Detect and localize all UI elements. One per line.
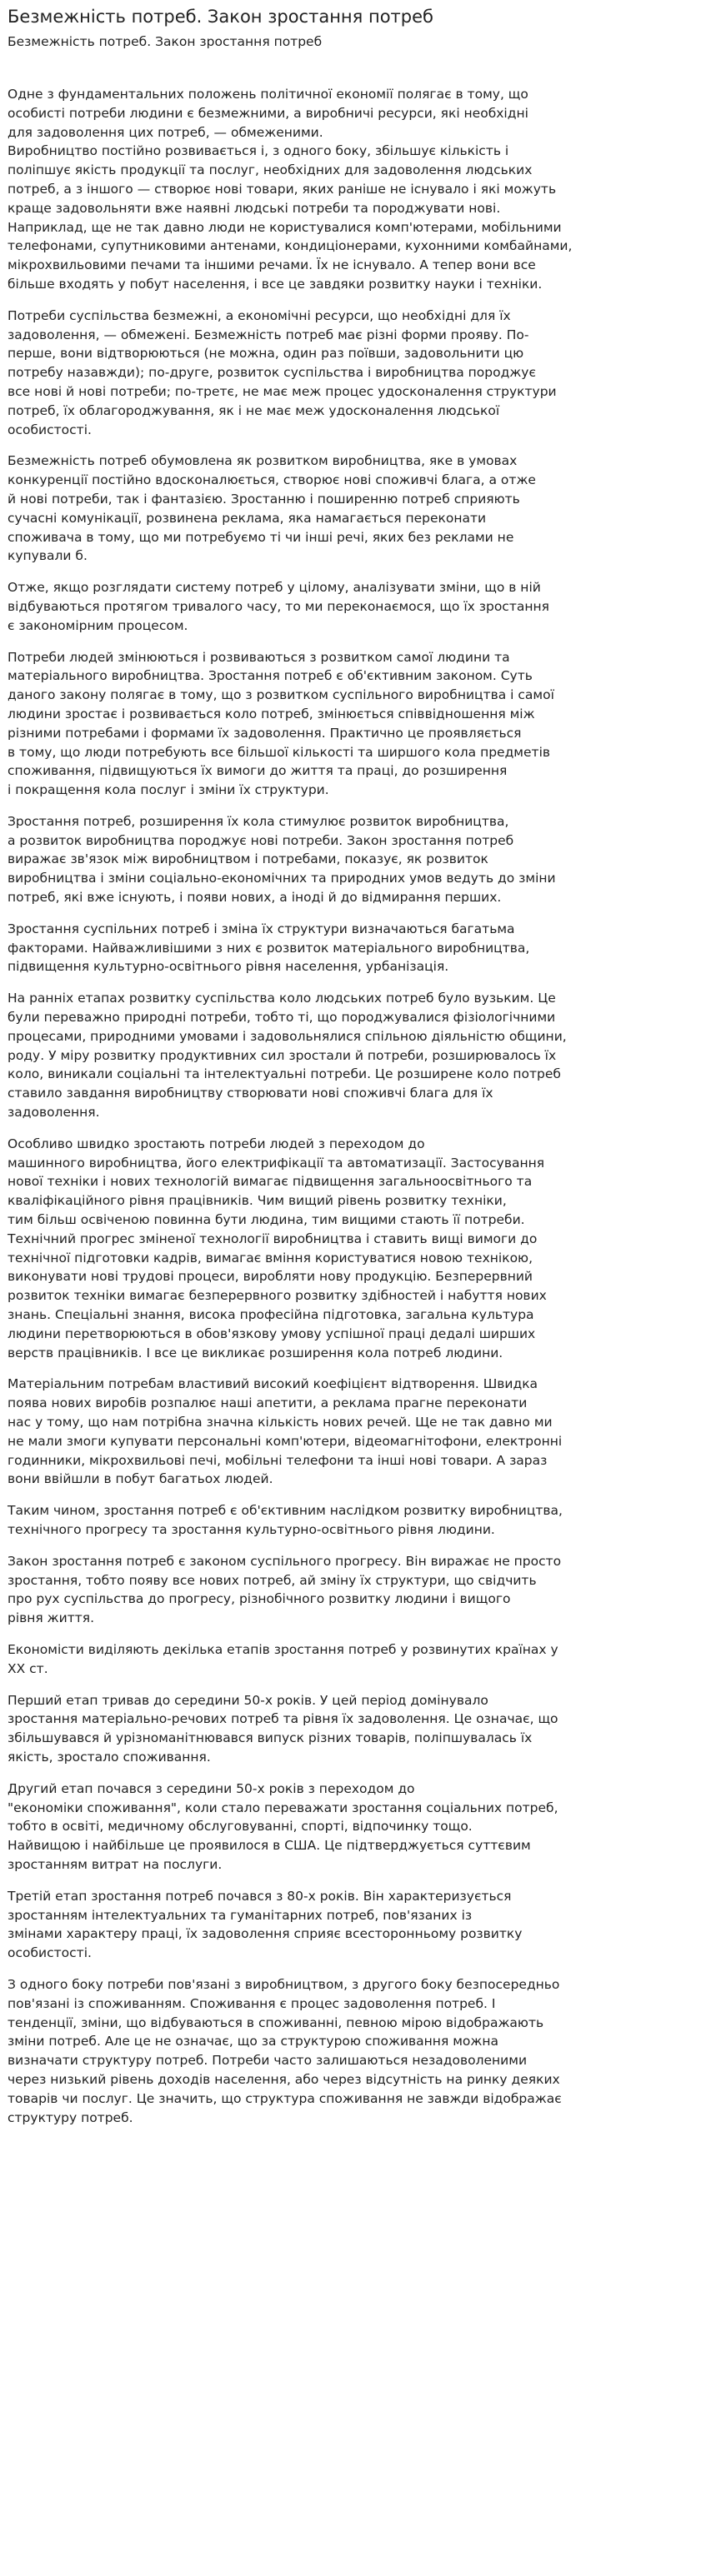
paragraph-13: Економісти виділяють декілька етапів зростання потреб у розвинутих країнах у XX ст. <box>8 1641 558 1676</box>
paragraph-1: Одне з фундаментальних положень політичної економії полягає в тому, що особисті потреби людини є безмежними, а виробничі ресурси, які необхідні для задоволення цих потреб, — обмеженими. Виробництво постійно розвивається і, з одного боку, збільшує кількість і поліпшує якість продукції та послуг, необхідних для задоволення людських потреб, а з іншого — створює нові товари, яких раніше не існувало і які можуть краще задовольняти вже наявні людські потреби та породжувати нові. Наприклад, ще не так давно люди не користувалися комп'ютерами, мобільними телефонами, супутниковими антенами, кондиціонерами, кухонними комбайнами, мікрохвильовими печами та іншими речами. Їх не існувало. А тепер вони все більше входять у побут населення, і все це завдяки розвитку науки і техніки. <box>8 87 573 292</box>
paragraph-5: Потреби людей змінюються і розвиваються з розвитком самої людини та матеріального виробництва. Зростання потреб є об'єктивним законом. Суть даного закону полягає в тому, що з розвитком суспільного виробництва і самої людини зростає і розвивається коло потреб, змінюється співвідношення між різними потребами і формами їх задоволення. Практично це проявляється в тому, що люди потребують все більшої кількості та ширшого кола предметів споживання, підвищуються їх вимоги до життя та праці, до розширення і покращення кола послуг і зміни їх структури. <box>8 649 554 798</box>
paragraph-12: Закон зростання потреб є законом суспільного прогресу. Він виражає не просто зростання, тобто появу все нових потреб, ай зміну їх структури, що свідчить про рух суспільства до прогресу, різнобічного розвитку людини і вищого рівня життя. <box>8 1553 562 1626</box>
paragraph-8: На ранніх етапах розвитку суспільства коло людських потреб було вузьким. Це були переважно природні потреби, тобто ті, що породжувалися фізіологічними процесами, природними умовами і задовольнялися спільною діяльністю общини, роду. У міру розвитку продуктивних сил зростали й потреби, розширювалось їх коло, виникали соціальні та інтелектуальні потреби. Це розширене коло потреб ставило завдання виробництву створювати нові споживчі блага для їх задоволення. <box>8 991 567 1121</box>
paragraph-2: Потреби суспільства безмежні, а економічні ресурси, що необхідні для їх задоволення, — обмежені. Безмежність потреб має різні форми прояву. По- перше, вони відтворюються (не можна, один раз поївши, задовольнити цю потребу назавжди); по-друге, розвиток суспільства і виробництва породжує все нові й нові потреби; по-третє, не має меж процес удосконалення структури потреб, їх облагороджування, як і не має меж удосконалення людської особистості. <box>8 307 557 437</box>
page-title: Безмежність потреб. Закон зростання потреб <box>8 7 433 27</box>
paragraph-17: З одного боку потреби пов'язані з виробництвом, з другого боку безпосередньо пов'язані із споживанням. Споживання є процес задоволення потреб. І тенденції, зміни, що відбуваються в споживанні, певною мірою відображають зміни потреб. Але це не означає, що за структурою споживання можна визначати структуру потреб. Потреби часто залишаються незадоволеними через низький рівень доходів населення, або через відсутність на ринку деяких товарів чи послуг. Це значить, що структура споживання не завжди відображає структуру потреб. <box>8 1976 562 2125</box>
paragraph-9: Особливо швидко зростають потреби людей з переходом до машинного виробництва, його електрифікації та автоматизації. Застосування нової техніки і нових технологій вимагає підвищення загальноосвітнього та кваліфікаційного рівня працівників. Чим вищий рівень розвитку техніки, тим більш освіченою повинна бути людина, тим вищими стають її потреби. Технічний прогрес зміненої технології виробництва і ставить вищі вимоги до технічної підготовки кадрів, вимагає вміння користуватися новою технікою, виконувати нові трудові процеси, виробляти нову продукцію. Безперервний розвиток техніки вимагає безперервного розвитку здібностей і набуття нових знань. Спеціальні знання, висока професійна підготовка, загальна культура людини перетворюються в обов'язкову умову успішної праці дедалі ширших верств працівників. І все це викликає розширення кола потреб людини. <box>8 1136 547 1360</box>
paragraph-4: Отже, якщо розглядати систему потреб у цілому, аналізувати зміни, що в ній відбуваються протягом тривалого часу, то ми переконаємося, що їх зростання є закономірним процесом. <box>8 580 549 633</box>
paragraph-3: Безмежність потреб обумовлена як розвитком виробництва, яке в умовах конкуренції постійно вдосконалюється, створює нові споживчі блага, а отже й нові потреби, так і фантазією. Зростанню і поширенню потреб сприяють сучасні комунікації, розвинена реклама, яка намагається переконати споживача в тому, що ми потребуємо ті чи інші речі, яких без реклами не купували б. <box>8 453 536 564</box>
paragraph-16: Третій етап зростання потреб почався з 80-х років. Він характеризується зростанням інтелектуальних та гуманітарних потреб, пов'язаних із змінами характеру праці, їх задоволення сприяє всесторонньому розвитку особистості. <box>8 1888 523 1961</box>
paragraph-14: Перший етап тривав до середини 50-х років. У цей період домінувало зростання матеріально-речових потреб та рівня їх задоволення. Це означає, що збільшувався й урізноманітнювався випуск різних товарів, поліпшувалась їх якість, зростало споживання. <box>8 1692 558 1765</box>
paragraph-6: Зростання потреб, розширення їх кола стимулює розвиток виробництва, а розвиток виробництва породжує нові потреби. Закон зростання потреб виражає зв'язок між виробництвом і потребами, показує, як розвиток виробництва і зміни соціально-економічних та природних умов ведуть до зміни потреб, які вже існують, і появи нових, а іноді й до відмирання перших. <box>8 813 556 906</box>
paragraph-15: Другий етап почався з середини 50-х років з переходом до "економіки споживання", коли стало переважати зростання соціальних потреб, тобто в освіті, медичному обслуговуванні, спорті, відпочинку тощо. Найвищою і найбільше це проявилося в США. Це підтверджується суттєвим зростанням витрат на послуги. <box>8 1780 558 1872</box>
article-body <box>8 85 698 2127</box>
paragraph-7: Зростання суспільних потреб і зміна їх структури визначаються багатьма факторами. Найважливішими з них є розвиток матеріального виробництва, підвищення культурно-освітнього рівня населення, урбанізація. <box>8 921 530 975</box>
paragraph-11: Таким чином, зростання потреб є об'єктивним наслідком розвитку виробництва, технічного прогресу та зростання культурно-освітнього рівня людини. <box>8 1503 563 1537</box>
page-subtitle: Безмежність потреб. Закон зростання потреб <box>8 34 323 49</box>
paragraph-10: Матеріальним потребам властивий високий коефіцієнт відтворення. Швидка поява нових виробів розпалює наші апетити, а реклама прагне переконати нас у тому, що нам потрібна значна кількість нових речей. Ще не так давно ми не мали змоги купувати персональні комп'ютери, відеомагнітофони, електронні годинники, мікрохвильові печі, мобільні телефони та інші нові товари. А зараз вони ввійшли в побут багатьох людей. <box>8 1376 563 1487</box>
